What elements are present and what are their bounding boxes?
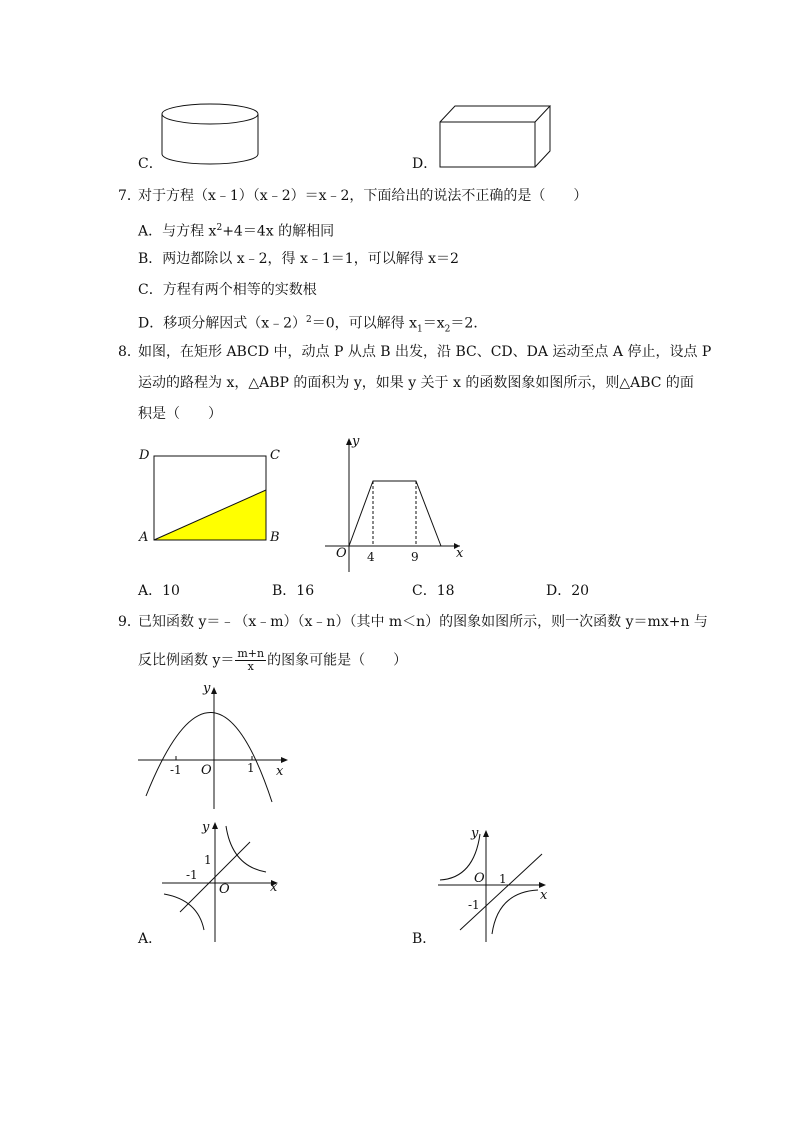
q9-parabola-tick-1: 1 bbox=[247, 761, 255, 775]
q9-option-b-label: B． bbox=[412, 931, 437, 947]
q9-fraction: $\frac{m+n}{x}$ bbox=[237, 647, 265, 673]
q9-option-a-label: A． bbox=[138, 931, 163, 947]
q9-graph-b-x-label: x bbox=[540, 888, 548, 903]
q9-parabola-origin: O bbox=[201, 763, 212, 778]
cuboid-figure bbox=[438, 102, 553, 172]
cylinder-figure bbox=[160, 100, 260, 170]
q8-option-a: A．10 bbox=[138, 583, 180, 599]
q9-stem-line1: 已知函数 y＝﹣（x﹣m）（x﹣n）（其中 m＜n）的图象如图所示，则一次函数 y＝mx+n 与 bbox=[138, 614, 708, 630]
q7-option-c: C．方程有两个相等的实数根 bbox=[138, 282, 317, 298]
rect-label-c: C bbox=[270, 448, 280, 463]
rect-label-a: A bbox=[139, 530, 149, 545]
q9-parabola-graph bbox=[136, 684, 296, 814]
q8-option-d: D．20 bbox=[546, 583, 590, 599]
q9-graph-a-origin: O bbox=[219, 882, 230, 897]
q9-graph-b-origin: O bbox=[474, 871, 485, 886]
q9-graph-a-y-label: y bbox=[202, 820, 210, 835]
rectangle-abcd-figure bbox=[150, 452, 270, 542]
q9-graph-b bbox=[436, 828, 556, 946]
q8-stem-line2: 运动的路程为 x，△ABP 的面积为 y，如果 y 关于 x 的函数图象如图所示，则△ABC 的面 bbox=[138, 375, 694, 391]
q9-graph-a-tick-1: 1 bbox=[204, 853, 212, 867]
q8-graph-tick-9: 9 bbox=[411, 550, 419, 564]
q8-option-c: C．18 bbox=[412, 583, 455, 599]
q9-graph-a-x-label: x bbox=[270, 880, 278, 895]
q8-stem-line3: 积是（ ） bbox=[138, 406, 222, 422]
q9-graph-b-y-label: y bbox=[471, 826, 479, 841]
q9-stem-line2: 反比例函数 y＝ $\frac{m+n}{x}$ 的图象可能是（ ） bbox=[138, 647, 408, 673]
q8-stem-line1: 如图，在矩形 ABCD 中，动点 P 从点 B 出发，沿 BC、CD、DA 运动至点 A 停止，设点 P bbox=[138, 344, 712, 360]
q8-graph-x-label: x bbox=[456, 546, 464, 561]
q7-number: 7． bbox=[118, 188, 141, 204]
q9-parabola-y-label: y bbox=[203, 681, 211, 696]
q7-option-a: A．与方程 $x^2+4=4x$ 的解相同 bbox=[138, 223, 335, 240]
q8-number: 8． bbox=[118, 344, 141, 360]
q9-graph-b-tick-1: 1 bbox=[499, 872, 507, 886]
q7-option-b: B．两边都除以 x﹣2，得 x﹣1＝1，可以解得 x＝2 bbox=[138, 251, 459, 267]
q7-option-d: D．移项分解因式（x﹣2）$^2$＝0，可以解得 $x_1=x_2=2$． bbox=[138, 315, 488, 335]
rect-label-d: D bbox=[139, 448, 150, 463]
q9-graph-b-tick-minus1: -1 bbox=[468, 898, 480, 912]
q6-option-d-label: D． bbox=[412, 156, 438, 172]
q6-option-c-label: C． bbox=[138, 156, 163, 172]
q7-stem: 对于方程（x﹣1）（x﹣2）＝x﹣2，下面给出的说法不正确的是（ ） bbox=[138, 188, 588, 204]
q8-option-b: B．16 bbox=[272, 583, 315, 599]
q9-graph-a-tick-minus1: -1 bbox=[186, 868, 198, 882]
q8-graph-origin: O bbox=[336, 546, 347, 561]
rect-label-b: B bbox=[270, 530, 280, 545]
q9-parabola-x-label: x bbox=[276, 764, 284, 779]
q8-graph-tick-4: 4 bbox=[367, 550, 375, 564]
q9-parabola-tick-minus1: -1 bbox=[170, 763, 182, 777]
q9-number: 9． bbox=[118, 614, 141, 630]
q8-graph-y-label: y bbox=[352, 434, 360, 449]
